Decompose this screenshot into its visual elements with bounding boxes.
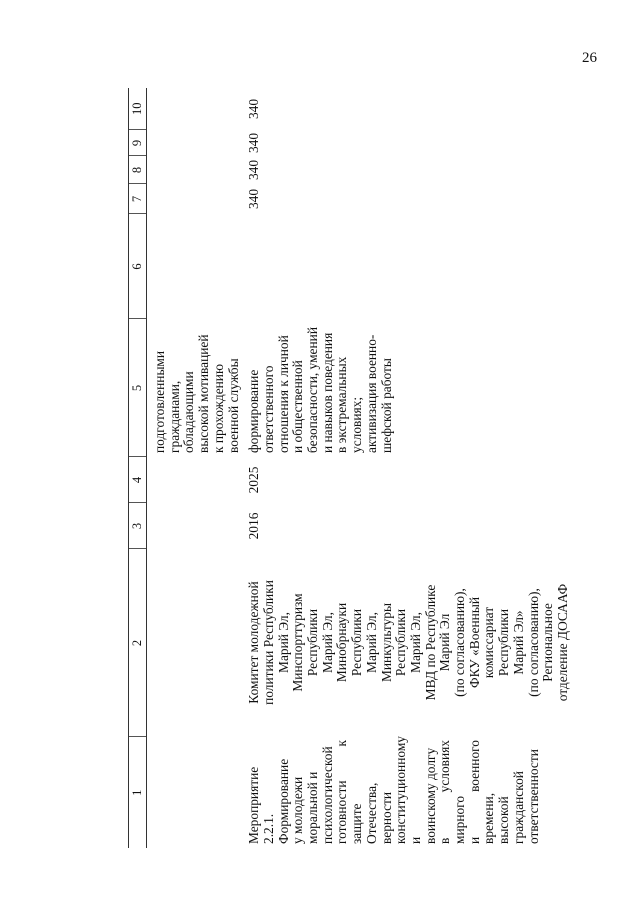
text-line: безопасности, умений xyxy=(305,327,321,453)
text-line: Мероприятие 2.2.1. xyxy=(246,766,276,844)
text-line: в условиях мирного xyxy=(437,740,468,844)
column-header: 6 xyxy=(129,214,147,319)
text-line: ответственности xyxy=(525,749,541,844)
text-line: отделение ДОСААФ xyxy=(554,583,570,702)
program-table xyxy=(128,88,571,848)
end-year-cell: 2025 xyxy=(246,466,262,494)
text-line: психологической xyxy=(319,746,335,844)
text-line: отношения к личной xyxy=(275,335,291,453)
text-line: политики Республики xyxy=(260,580,276,705)
text-line: готовности к защите xyxy=(334,740,365,844)
text-line: военной службы xyxy=(225,358,241,453)
text-line: ответственного xyxy=(260,365,276,453)
text-line: Республики xyxy=(349,608,365,677)
result-cell xyxy=(245,319,570,457)
column-6-cell xyxy=(245,214,570,319)
text-line: Марий Эл, xyxy=(363,612,379,673)
text-line: Марий Эл xyxy=(437,613,453,672)
column-header: 8 xyxy=(129,156,147,184)
column-header: 4 xyxy=(129,457,147,503)
column-header: 5 xyxy=(129,319,147,457)
result-cell xyxy=(147,319,246,457)
column-header: 2 xyxy=(129,549,147,737)
text-line: обладающими xyxy=(181,371,197,453)
value-cell-9: 340 xyxy=(246,132,262,154)
column-header: 9 xyxy=(129,130,147,156)
text-line: и навыков поведения xyxy=(319,332,335,453)
text-line: у молодежи xyxy=(290,776,306,844)
text-line: комиссариат xyxy=(481,606,497,679)
column-header: 1 xyxy=(129,737,147,848)
start-year-cell: 2016 xyxy=(246,512,262,540)
text-line: воинскому долгу xyxy=(422,747,438,844)
text-line: активизация военно- xyxy=(363,334,379,453)
text-line: формирование xyxy=(246,369,262,453)
text-line: шефской работы xyxy=(378,358,394,453)
text-line: Республики xyxy=(305,608,321,677)
column-header: 10 xyxy=(129,88,147,130)
text-line: МВД по Республике xyxy=(422,584,438,701)
text-line: Региональное xyxy=(540,603,556,682)
text-line: в экстремальных xyxy=(334,356,350,453)
measure-name-cell xyxy=(245,737,570,848)
text-line: подготовленными xyxy=(152,350,167,453)
text-line: Марий Эл, xyxy=(407,612,423,673)
text-line: (по согласованию), xyxy=(452,588,468,697)
column-header: 3 xyxy=(129,503,147,549)
page-number: 26 xyxy=(582,50,597,66)
text-line: Республики xyxy=(496,608,512,677)
header-row xyxy=(129,88,147,848)
text-line: Формирование xyxy=(275,758,291,844)
text-line: ФКУ «Военный xyxy=(466,597,482,688)
text-line: (по согласованию), xyxy=(525,588,541,697)
text-line: гражданами, xyxy=(166,380,182,453)
text-line: условиях; xyxy=(349,396,365,453)
text-line: конституционному и xyxy=(393,736,423,844)
column-header: 7 xyxy=(129,184,147,214)
text-line: Минобрнауки xyxy=(334,602,350,683)
text-line: Марий Эл» xyxy=(510,610,526,675)
text-line: и военного времени, xyxy=(466,740,497,844)
text-line: Комитет молодежной xyxy=(246,581,262,704)
text-line: высокой xyxy=(496,796,512,844)
text-line: моральной и xyxy=(305,771,321,844)
value-cell-7: 340 xyxy=(246,188,262,210)
text-line: Марий Эл, xyxy=(275,612,291,673)
executor-cell xyxy=(245,549,570,737)
text-line: Минспорттуризм xyxy=(290,593,306,692)
table-row-measure xyxy=(245,88,570,848)
text-line: Марий Эл, xyxy=(319,612,335,673)
text-line: Республики xyxy=(393,608,409,677)
text-line: Минкультуры xyxy=(378,603,394,683)
value-cell-8: 340 xyxy=(246,159,262,181)
text-line: к прохождению xyxy=(210,364,226,453)
value-cell-10: 340 xyxy=(246,98,262,120)
text-line: гражданской xyxy=(510,771,526,844)
text-line: Отечества, верности xyxy=(363,782,394,844)
rotated-table-container xyxy=(128,88,639,848)
table-row-continuation xyxy=(147,88,246,848)
text-line: высокой мотивацией xyxy=(196,334,212,453)
text-line: и общественной xyxy=(290,360,306,453)
